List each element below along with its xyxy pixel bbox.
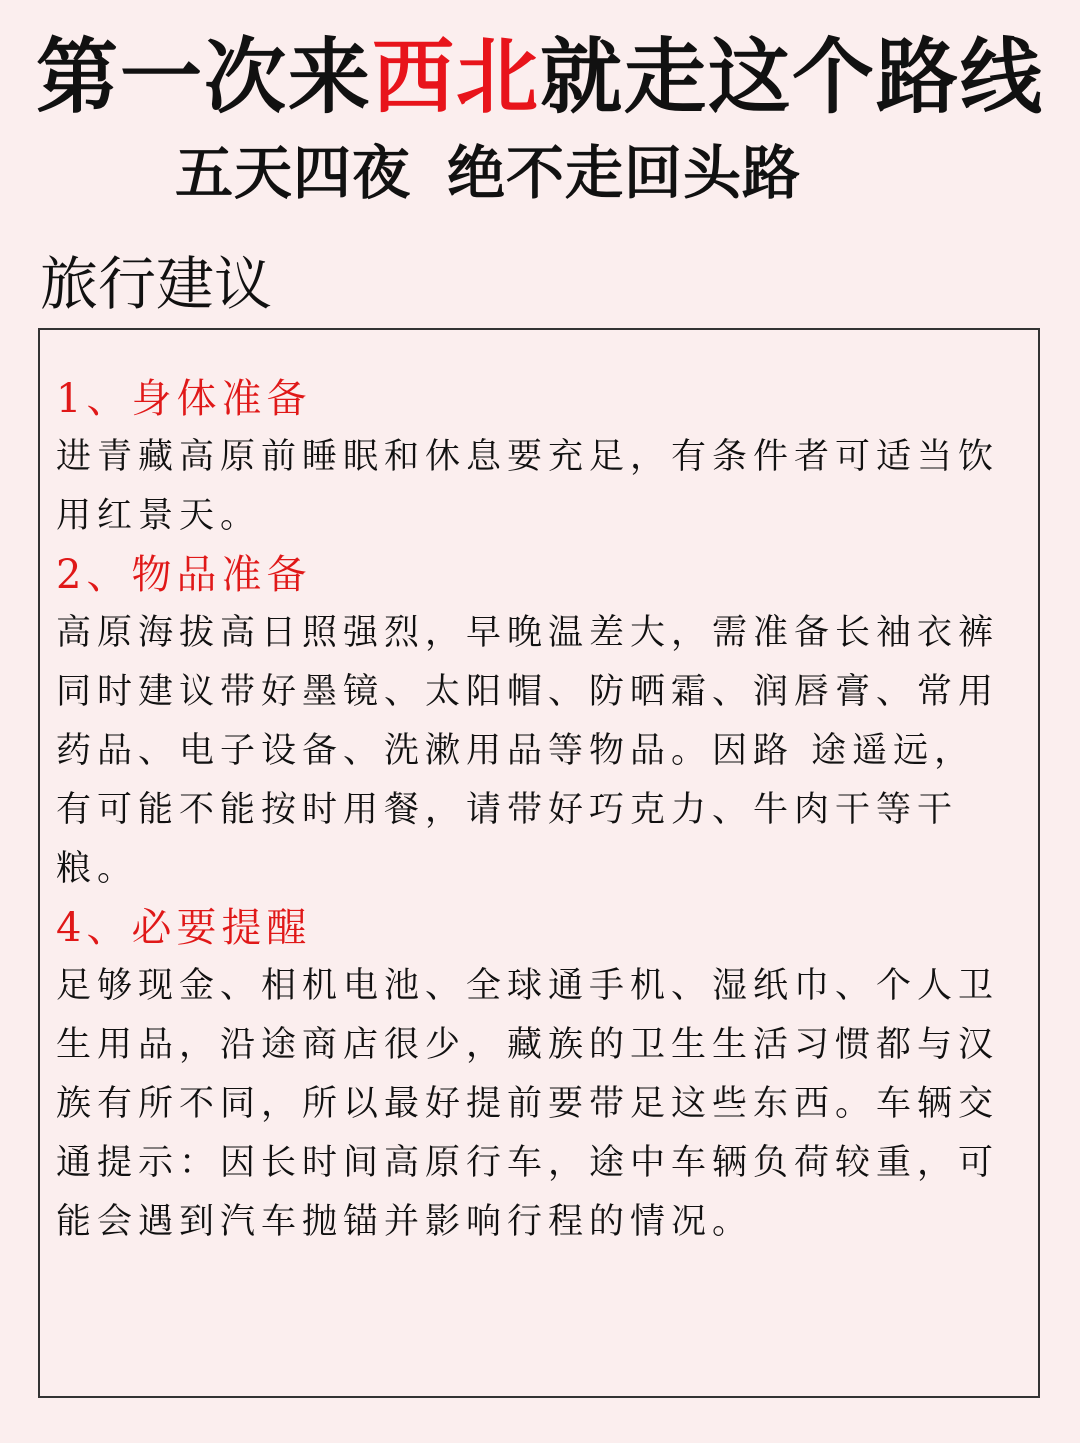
title-part-2: 就走这个路线 — [540, 30, 1045, 125]
title-highlight: 西北 — [371, 30, 540, 125]
advice-item-text: 进青藏高原前睡眠和休息要充足，有条件者可适当饮用红景天。 — [56, 437, 1000, 536]
page-title — [0, 28, 1080, 128]
advice-item-text: 高原海拔高日照强烈，早晚温差大，需准备长袖衣裤同时建议带好墨镜、太阳帽、防晒霜、润唇膏、常用药品、电子设备、洗漱用品等物品。因路 途遥远，有可能不能按时用餐，请带好巧克力、牛肉干等干粮。 — [56, 613, 1000, 889]
advice-item-supplies — [56, 546, 1016, 899]
advice-list — [56, 370, 1016, 1252]
advice-item-title: 1、身体准备 — [56, 376, 312, 422]
title-part-1: 第一次来 — [35, 30, 372, 125]
advice-item-title: 2、物品准备 — [56, 552, 312, 598]
advice-item-text: 足够现金、相机电池、全球通手机、湿纸巾、个人卫生用品，沿途商店很少，藏族的卫生生活习惯都与汉族有所不同，所以最好提前要带足这些东西。车辆交通提示：因长时间高原行车，途中车辆负荷较重，可能会遇到汽车抛锚并影响行程的情况。 — [56, 966, 1000, 1242]
advice-card — [38, 328, 1040, 1398]
advice-item-reminders — [56, 899, 1016, 1252]
subtitle-part-2: 绝不走回头路 — [447, 139, 802, 207]
advice-item-title: 4、必要提醒 — [56, 905, 312, 951]
section-heading: 旅行建议 — [40, 250, 273, 318]
subtitle-part-1: 五天四夜 — [175, 139, 412, 207]
advice-item-body-prep — [56, 370, 1016, 546]
page-subtitle — [175, 138, 801, 208]
